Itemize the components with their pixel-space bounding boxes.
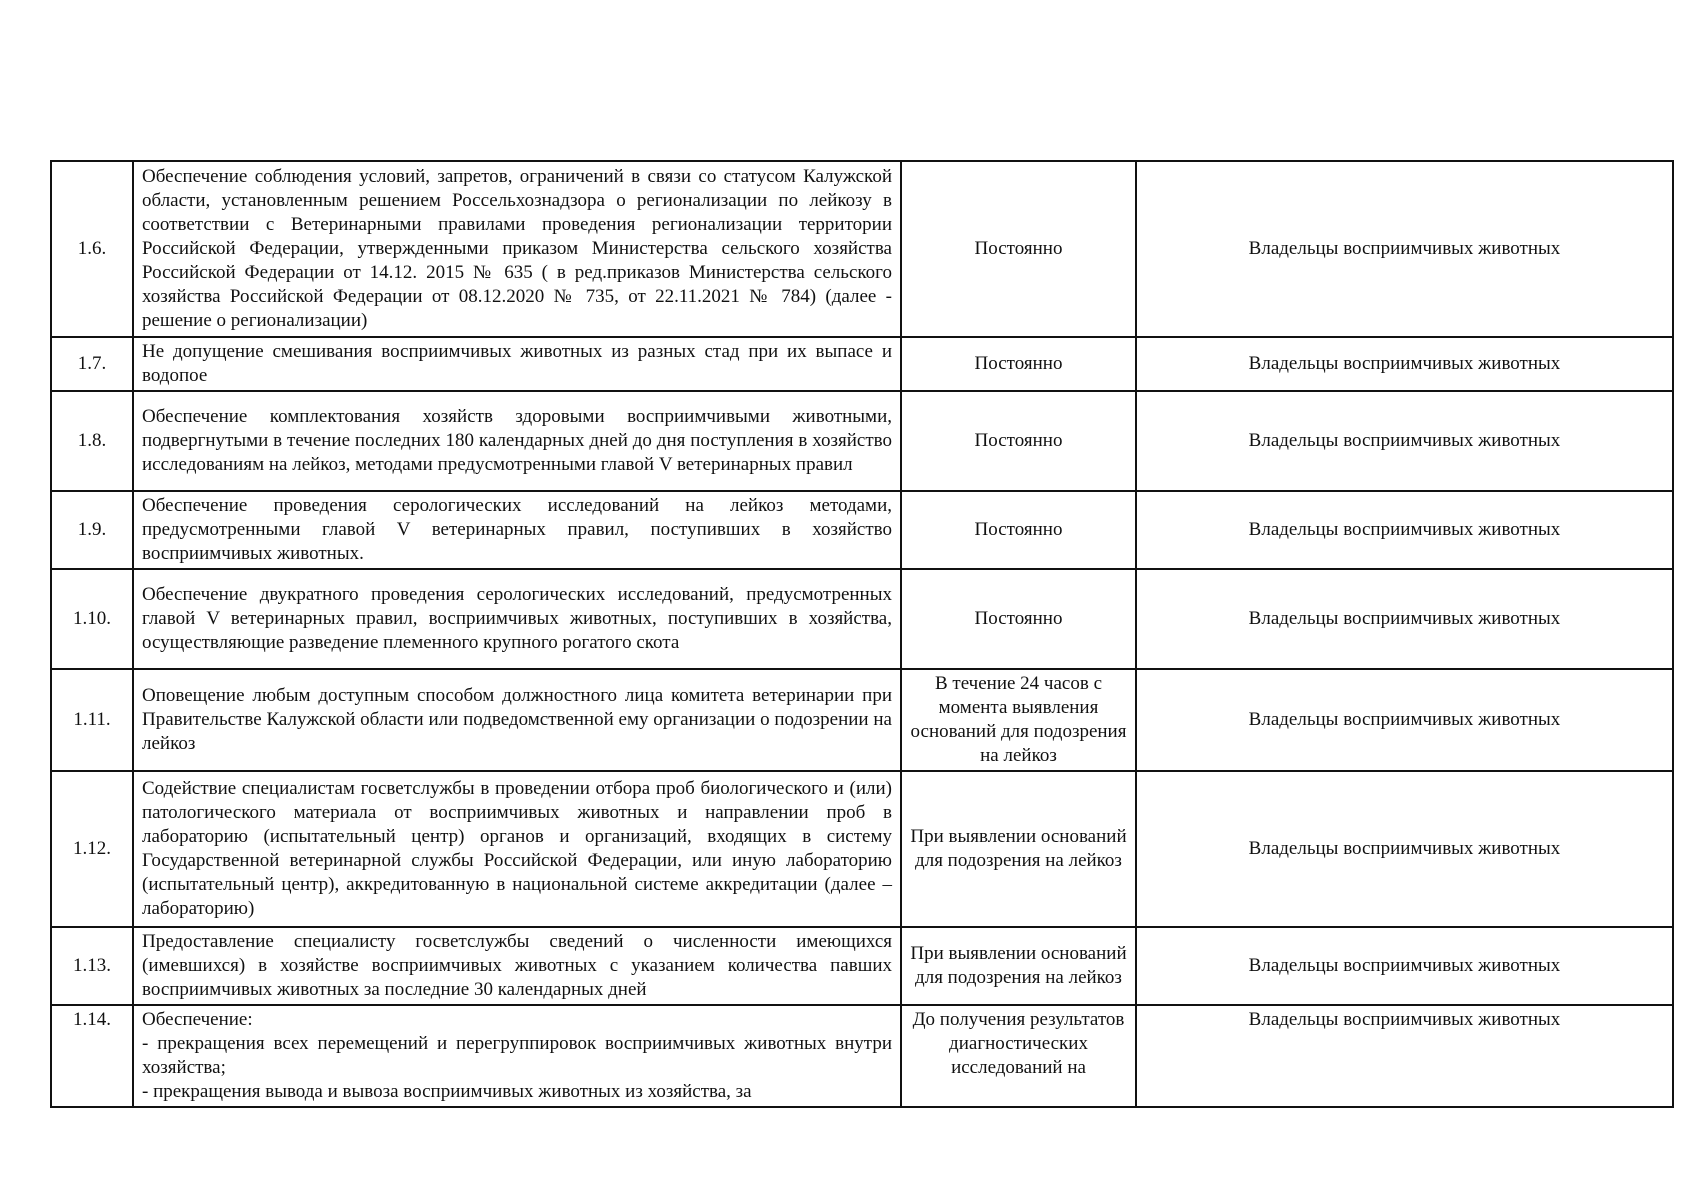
table-row: [51, 669, 1673, 771]
deadline-text: Постоянно: [901, 337, 1136, 391]
measure-text: Обеспечение соблюдения условий, запретов, ограничений в связи со статусом Калужской области, установленным решением Россельхознадзора о регионализации по лейкозу в соответствии с Ветеринарными правилами проведения регионализации территории Российской Федерации, утвержденными приказом Министерства сельского хозяйства Российской Федерации от 14.12. 2015 № 635 ( в ред.приказов Министерства сельского хозяйства Российской Федерации от 08.12.2020 № 735, от 22.11.2021 № 784) (далее - решение о регионализации): [133, 161, 901, 337]
row-number: 1.14.: [51, 1005, 133, 1107]
responsible-text: Владельцы восприимчивых животных: [1136, 669, 1673, 771]
responsible-text: Владельцы восприимчивых животных: [1136, 161, 1673, 337]
measure-line: - прекращения всех перемещений и перегруппировок восприимчивых животных внутри хозяйства;: [142, 1033, 892, 1078]
deadline-text: Постоянно: [901, 391, 1136, 491]
measure-text: Содействие специалистам госветслужбы в проведении отбора проб биологического и (или) патологического материала от восприимчивых животных и направлении проб в лабораторию (испытательный центр) органов и организаций, входящих в систему Государственной ветеринарной службы Российской Федерации, или иную лабораторию (испытательный центр), аккредитованную в национальной системе аккредитации (далее – лабораторию): [133, 771, 901, 927]
measures-table: [50, 160, 1674, 1108]
measure-text: Обеспечение двукратного проведения серологических исследований, предусмотренных главой V ветеринарных правил, восприимчивых животных, поступивших в хозяйства, осуществляющие разведение племенного крупного рогатого скота: [133, 569, 901, 669]
row-number: 1.10.: [51, 569, 133, 669]
measure-text: Не допущение смешивания восприимчивых животных из разных стад при их выпасе и водопое: [133, 337, 901, 391]
measure-line: Обеспечение:: [142, 1009, 253, 1030]
deadline-text: При выявлении оснований для подозрения на лейкоз: [901, 927, 1136, 1005]
measure-text: Оповещение любым доступным способом должностного лица комитета ветеринарии при Правительстве Калужской области или подведомственной ему организации о подозрении на лейкоз: [133, 669, 901, 771]
row-number: 1.6.: [51, 161, 133, 337]
measure-text: [133, 1005, 901, 1107]
row-number: 1.12.: [51, 771, 133, 927]
responsible-text: Владельцы восприимчивых животных: [1136, 927, 1673, 1005]
table-row: [51, 1005, 1673, 1107]
deadline-text: В течение 24 часов с момента выявления оснований для подозрения на лейкоз: [901, 669, 1136, 771]
responsible-text: Владельцы восприимчивых животных: [1136, 391, 1673, 491]
responsible-text: Владельцы восприимчивых животных: [1136, 491, 1673, 569]
measure-text: Предоставление специалисту госветслужбы сведений о численности имеющихся (имевшихся) в хозяйстве восприимчивых животных с указанием количества павших восприимчивых животных за последние 30 календарных дней: [133, 927, 901, 1005]
table-row: [51, 391, 1673, 491]
measure-text: Обеспечение комплектования хозяйств здоровыми восприимчивыми животными, подвергнутыми в течение последних 180 календарных дней до дня поступления в хозяйство исследованиям на лейкоз, методами предусмотренными главой V ветеринарных правил: [133, 391, 901, 491]
responsible-text: Владельцы восприимчивых животных: [1136, 1005, 1673, 1107]
deadline-text: При выявлении оснований для подозрения на лейкоз: [901, 771, 1136, 927]
row-number: 1.13.: [51, 927, 133, 1005]
table-row: [51, 161, 1673, 337]
table-row: [51, 491, 1673, 569]
row-number: 1.9.: [51, 491, 133, 569]
measure-text: Обеспечение проведения серологических исследований на лейкоз методами, предусмотренными главой V ветеринарных правил, поступивших в хозяйство восприимчивых животных.: [133, 491, 901, 569]
table-row: [51, 569, 1673, 669]
deadline-text: Постоянно: [901, 491, 1136, 569]
measure-line: - прекращения вывода и вывоза восприимчивых животных из хозяйства, за: [142, 1081, 752, 1102]
deadline-text: До получения результатов диагностических исследований на: [901, 1005, 1136, 1107]
row-number: 1.11.: [51, 669, 133, 771]
responsible-text: Владельцы восприимчивых животных: [1136, 569, 1673, 669]
deadline-text: Постоянно: [901, 569, 1136, 669]
responsible-text: Владельцы восприимчивых животных: [1136, 771, 1673, 927]
deadline-text: Постоянно: [901, 161, 1136, 337]
row-number: 1.7.: [51, 337, 133, 391]
responsible-text: Владельцы восприимчивых животных: [1136, 337, 1673, 391]
table-row: [51, 337, 1673, 391]
row-number: 1.8.: [51, 391, 133, 491]
table-row: [51, 927, 1673, 1005]
table-row: [51, 771, 1673, 927]
